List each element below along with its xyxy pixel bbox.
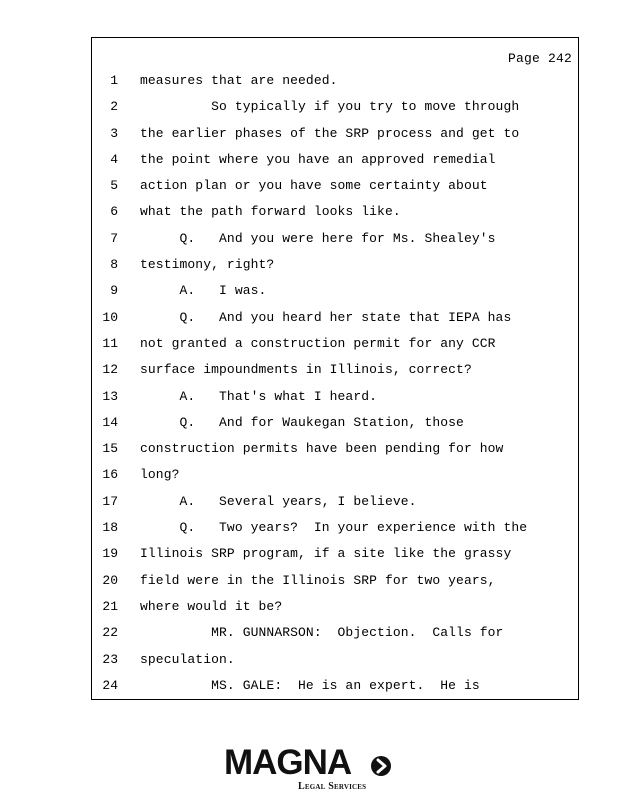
line-number: 14 [102,414,118,430]
line-text: the earlier phases of the SRP process and get to [140,125,520,141]
line-number: 15 [102,441,118,457]
line-number: 16 [102,467,118,483]
line-number: 19 [102,546,118,562]
line-number: 4 [110,151,118,167]
line-text: speculation. [140,651,235,667]
line-text: Q. And you heard her state that IEPA has [140,309,512,325]
line-number: 5 [110,178,118,194]
transcript-line [92,573,578,599]
line-text: construction permits have been pending for how [140,441,504,457]
transcript-line [92,73,578,99]
line-number: 18 [102,520,118,536]
transcript-line [92,494,578,520]
line-text: A. That's what I heard. [140,388,378,404]
transcript-line [92,678,578,704]
line-number: 10 [102,309,118,325]
line-text: action plan or you have some certainty about [140,178,488,194]
line-number: 17 [102,493,118,509]
line-number: 9 [110,283,118,299]
transcript-line [92,310,578,336]
transcript-line [92,520,578,546]
line-number: 2 [110,99,118,115]
line-number: 24 [102,677,118,693]
line-text: where would it be? [140,598,283,614]
page-number: Page 242 [507,51,572,66]
transcript-line [92,152,578,178]
line-number: 23 [102,651,118,667]
transcript-line [92,599,578,625]
transcript-line [92,389,578,415]
line-text: A. Several years, I believe. [140,493,417,509]
magna-logo [224,744,399,792]
transcript-line [92,99,578,125]
line-text: MR. GUNNARSON: Objection. Calls for [140,625,504,641]
transcript-lines [92,73,578,704]
line-text: Illinois SRP program, if a site like the grassy [140,546,512,562]
line-text: measures that are needed. [140,73,338,88]
line-text: Q. And you were here for Ms. Shealey's [140,230,496,246]
logo-wordmark: MAGNA [224,743,352,782]
transcript-line [92,467,578,493]
line-text: not granted a construction permit for any CCR [140,335,496,351]
transcript-line [92,204,578,230]
line-number: 13 [102,388,118,404]
arrow-circle-icon [370,755,392,777]
transcript-line [92,625,578,651]
transcript-line [92,336,578,362]
line-text: testimony, right? [140,257,275,273]
transcript-line [92,257,578,283]
transcript-line [92,652,578,678]
transcript-line [92,362,578,388]
line-text: Q. Two years? In your experience with the [140,520,528,536]
line-number: 21 [102,598,118,614]
line-text: surface impoundments in Illinois, correct? [140,362,472,378]
line-number: 20 [102,572,118,588]
line-number: 12 [102,362,118,378]
line-text: the point where you have an approved remedial [140,151,496,167]
line-number: 6 [110,204,118,220]
logo-subtitle: Legal Services [298,781,367,792]
line-text: MS. GALE: He is an expert. He is [140,677,480,693]
line-number: 22 [102,625,118,641]
line-text: what the path forward looks like. [140,204,401,220]
line-number: 7 [110,230,118,246]
transcript-line [92,546,578,572]
transcript-page [91,37,579,700]
line-number: 11 [102,335,118,351]
transcript-line [92,178,578,204]
line-text: Q. And for Waukegan Station, those [140,414,464,430]
line-text: field were in the Illinois SRP for two years, [140,572,496,588]
line-number: 1 [110,73,118,88]
line-text: long? [140,467,180,483]
line-number: 3 [110,125,118,141]
line-text: So typically if you try to move through [140,99,520,115]
transcript-line [92,231,578,257]
transcript-line [92,415,578,441]
line-number: 8 [110,257,118,273]
transcript-line [92,283,578,309]
transcript-line [92,126,578,152]
line-text: A. I was. [140,283,267,299]
transcript-line [92,441,578,467]
